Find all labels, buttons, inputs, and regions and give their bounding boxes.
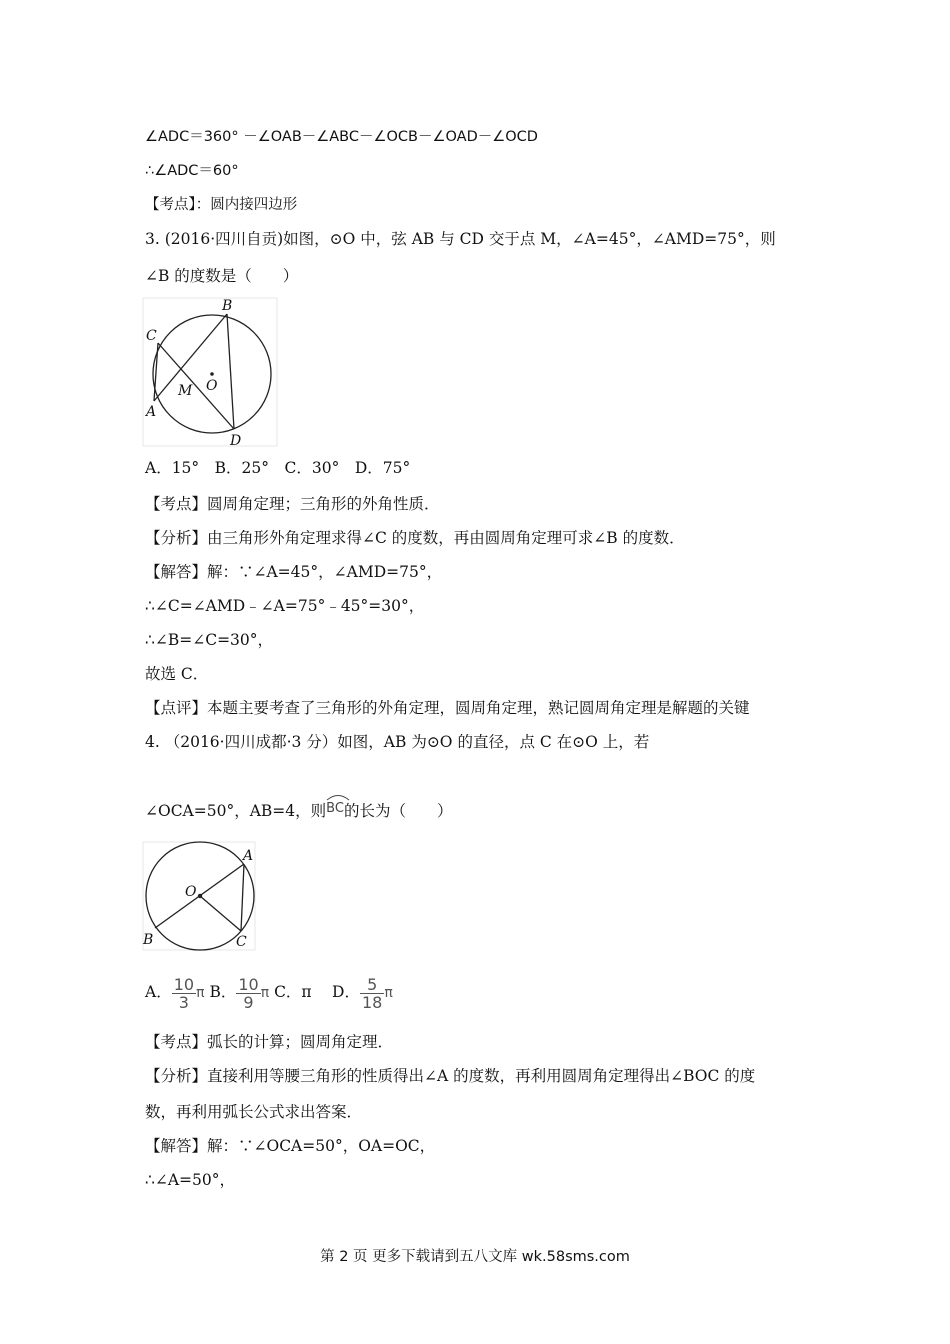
- option-d-pi: π: [384, 985, 393, 1001]
- line-step-4: ∴∠A=50°，: [145, 1171, 236, 1189]
- option-a-label: A．: [145, 983, 172, 1001]
- line-fenxi-4-cont: 数，再利用弧长公式求出答案．: [145, 1103, 363, 1121]
- option-d-fraction: [360, 976, 384, 1011]
- question-4: 4. （2016·四川成都·3 分）如图，AB 为⊙O 的直径，点 C 在⊙O 上，若: [145, 733, 650, 751]
- label-C: C: [146, 328, 157, 344]
- option-b-pi: π: [260, 985, 270, 1001]
- option-a-den: 3: [178, 992, 189, 1012]
- line-kaodian-4: 【考点】弧长的计算；圆周角定理．: [145, 1033, 394, 1051]
- label-C: C: [236, 934, 247, 950]
- line-3: 【考点】：圆内接四边形: [145, 197, 298, 213]
- question-4-text-b: 的长为（ ）: [343, 802, 453, 820]
- label-B: B: [222, 298, 233, 314]
- option-a-pi: π: [196, 985, 205, 1001]
- line-jieda-4: 【解答】解：∵∠OCA=50°，OA=OC，: [145, 1137, 436, 1155]
- option-a-num: 10: [173, 974, 195, 994]
- option-a-fraction: [172, 976, 196, 1011]
- arc-symbol-icon: [326, 793, 350, 801]
- line-2: ∴∠ADC＝60°: [145, 163, 239, 179]
- options-3: A．15° B．25° C．30° D．75°: [145, 459, 411, 477]
- page-footer: 第 2 页 更多下载请到五八文库 wk.58sms.com: [320, 1249, 630, 1265]
- label-O: O: [185, 884, 197, 900]
- option-d-label: D．: [332, 983, 360, 1001]
- label-A: A: [243, 848, 254, 864]
- options-4: [145, 973, 393, 1012]
- line-step-2: ∴∠B=∠C=30°，: [145, 631, 274, 649]
- label-D: D: [230, 433, 242, 448]
- circle-figure-2: [140, 840, 258, 952]
- line-answer-3: 故选 C．: [145, 665, 209, 683]
- option-b-fraction: [236, 976, 260, 1011]
- question-4-cont: [145, 793, 452, 821]
- line-kaodian-3: 【考点】圆周角定理；三角形的外角性质．: [145, 495, 440, 513]
- label-A: A: [146, 404, 157, 420]
- option-c-label: C．π: [274, 983, 312, 1001]
- label-B: B: [143, 932, 154, 948]
- option-d-den: 18: [361, 992, 383, 1012]
- label-O: O: [206, 378, 218, 394]
- arc-bc-label: BC: [326, 801, 344, 816]
- question-3-cont: ∠B 的度数是（ ）: [145, 267, 299, 285]
- line-step-1: ∴∠C=∠AMD﹣∠A=75°﹣45°=30°，: [145, 597, 425, 615]
- line-fenxi-4: 【分析】直接利用等腰三角形的性质得出∠A 的度数，再利用圆周角定理得出∠BOC 的度: [145, 1067, 756, 1085]
- line-fenxi-3: 【分析】由三角形外角定理求得∠C 的度数，再由圆周角定理可求∠B 的度数．: [145, 529, 685, 547]
- option-b-den: 9: [243, 992, 254, 1012]
- arc-bc: [326, 793, 344, 819]
- option-b-num: 10: [238, 974, 259, 994]
- question-3: 3. (2016·四川自贡)如图，⊙O 中，弦 AB 与 CD 交于点 M，∠A=45°，∠AMD=75°，则: [145, 230, 776, 248]
- option-d-num: 5: [360, 976, 384, 994]
- option-b-label: B．: [209, 983, 237, 1001]
- question-4-text-a: ∠OCA=50°，AB=4，则: [145, 802, 327, 820]
- label-M: M: [178, 383, 193, 399]
- line-jieda-3: 【解答】解：∵∠A=45°，∠AMD=75°，: [145, 563, 443, 581]
- line-dianping-3: 【点评】本题主要考查了三角形的外角定理，圆周角定理，熟记圆周角定理是解题的关键: [145, 699, 750, 717]
- circle-figure-1: [140, 296, 280, 448]
- line-1: ∠ADC＝360° －∠OAB－∠ABC－∠OCB－∠OAD－∠OCD: [145, 129, 538, 145]
